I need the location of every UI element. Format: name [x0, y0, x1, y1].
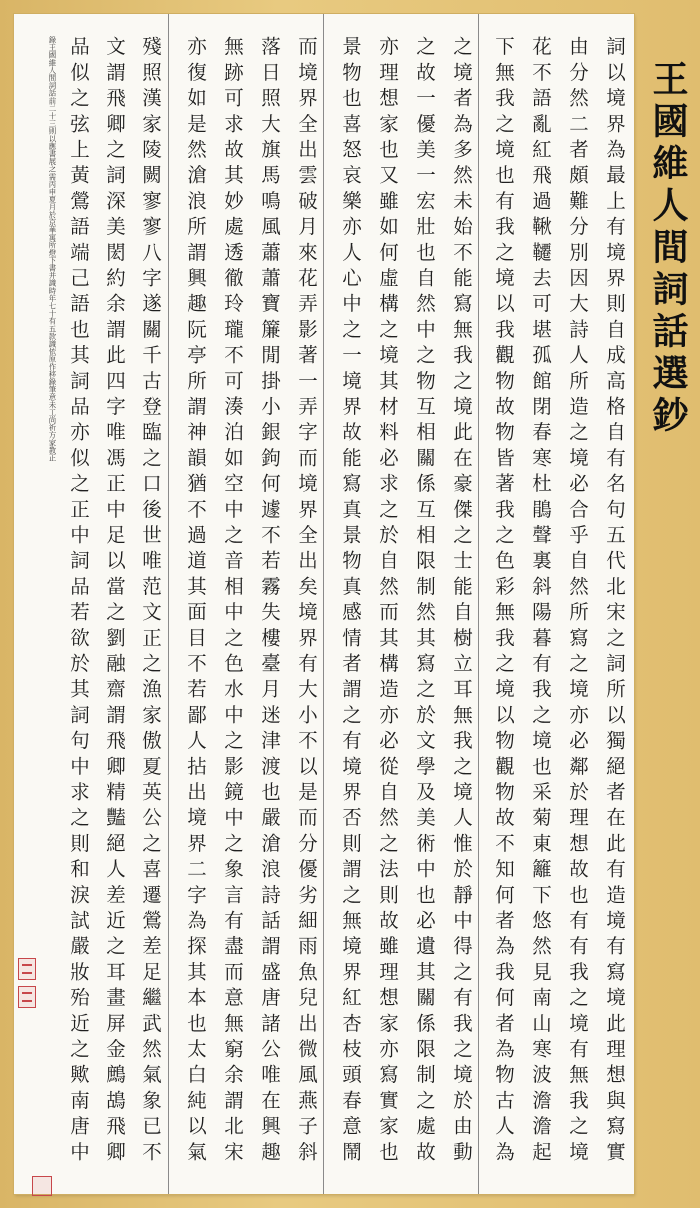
text-column: 由分然二者頗難分別因大詩人所造之境必合乎自然所寫之境亦必鄰於理想故也有有我之境有無我之境 — [566, 36, 589, 1167]
inscription-column: 錄王國維人間詞話前二十三則以應書展之需丙申夏月於京華寓所燈下書并識時年七十有五款識依原作移錄筆意未工尚祈方家教正 — [48, 36, 57, 462]
name-seal — [18, 986, 36, 1008]
text-column: 景物也喜怒哀樂亦人心中之一境界故能寫真景物真感情者謂之有境界否則謂之無境界紅杏枝頭春意鬧 — [339, 36, 362, 1167]
title-strip — [642, 14, 694, 1194]
text-column: 而境界全出雲破月來花弄影著一弄字而境界全出矣境界有大小不以是而分優劣細雨魚兒出微風燕子斜 — [295, 36, 318, 1167]
text-column: 亦復如是然滄浪所謂興趣阮亭所謂神韻猶不過道其面目不若鄙人拈出境界二字為探其本也太白純以氣 — [184, 36, 207, 1167]
text-column: 落日照大旗馬鳴風蕭蕭寶簾閒掛小銀鉤何遽不若霧失樓臺月迷津渡也嚴滄浪詩話謂盛唐諸公唯在興趣 — [258, 36, 281, 1167]
text-column: 無跡可求故其妙處透徹玲瓏不可湊泊如空中之音相中之色水中之影鏡中之象言有盡而意無窮余謂北宋 — [221, 36, 244, 1167]
text-column: 文謂飛卿之詞深美閎約余謂此四字唯馮正中足以當之劉融齋謂飛卿精豔絕人差近之耳畫屏金鷓鴣飛卿 — [103, 36, 126, 1167]
text-column: 品似之弦上黃鶯語端己語也其詞品亦似之正中詞品若欲於其詞句中求之則和淚試嚴妝殆近之歟南唐中 — [67, 36, 90, 1167]
calligraphy-paper — [14, 14, 634, 1194]
text-column: 詞以境界為最上有境界則自成高格自有名句五代北宋之詞所以獨絕者在此有造境有寫境此理想與寫實 — [603, 36, 626, 1167]
text-column: 之故一優美一宏壯也自然中之物互相關係互相限制然其寫之於文學及美術中也必遺其關係限制之處故 — [413, 36, 436, 1167]
page-title: 王國維人間詞話選鈔 — [647, 60, 689, 438]
text-column: 花不語亂紅飛過鞦韆去可堪孤館閉春寒杜鵑聲裏斜陽暮有我之境也采菊東籬下悠然見南山寒波澹澹起 — [529, 36, 552, 1167]
text-column: 下無我之境也有我之境以我觀物故物皆著我之色彩無我之境以物觀物故不知何者為我何者為物古人為 — [492, 36, 515, 1167]
text-column: 之境者為多然未始不能寫無我之境此在豪傑之士能自樹立耳無我之境人惟於靜中得之有我之境於由動 — [450, 36, 473, 1167]
name-seal — [18, 958, 36, 980]
text-column: 亦理想家也又雖如何虛構之境其材料必求之於自然而其構造亦必從自然之法則故雖理想家亦寫實家也 — [376, 36, 399, 1167]
text-column: 殘照漢家陵闕寥寥八字遂關千古登臨之口後世唯范文正之漁家傲夏英公之喜遷鶯差足繼武然氣象已不 — [139, 36, 162, 1167]
corner-seal — [32, 1176, 52, 1196]
column-rule — [168, 14, 169, 1194]
